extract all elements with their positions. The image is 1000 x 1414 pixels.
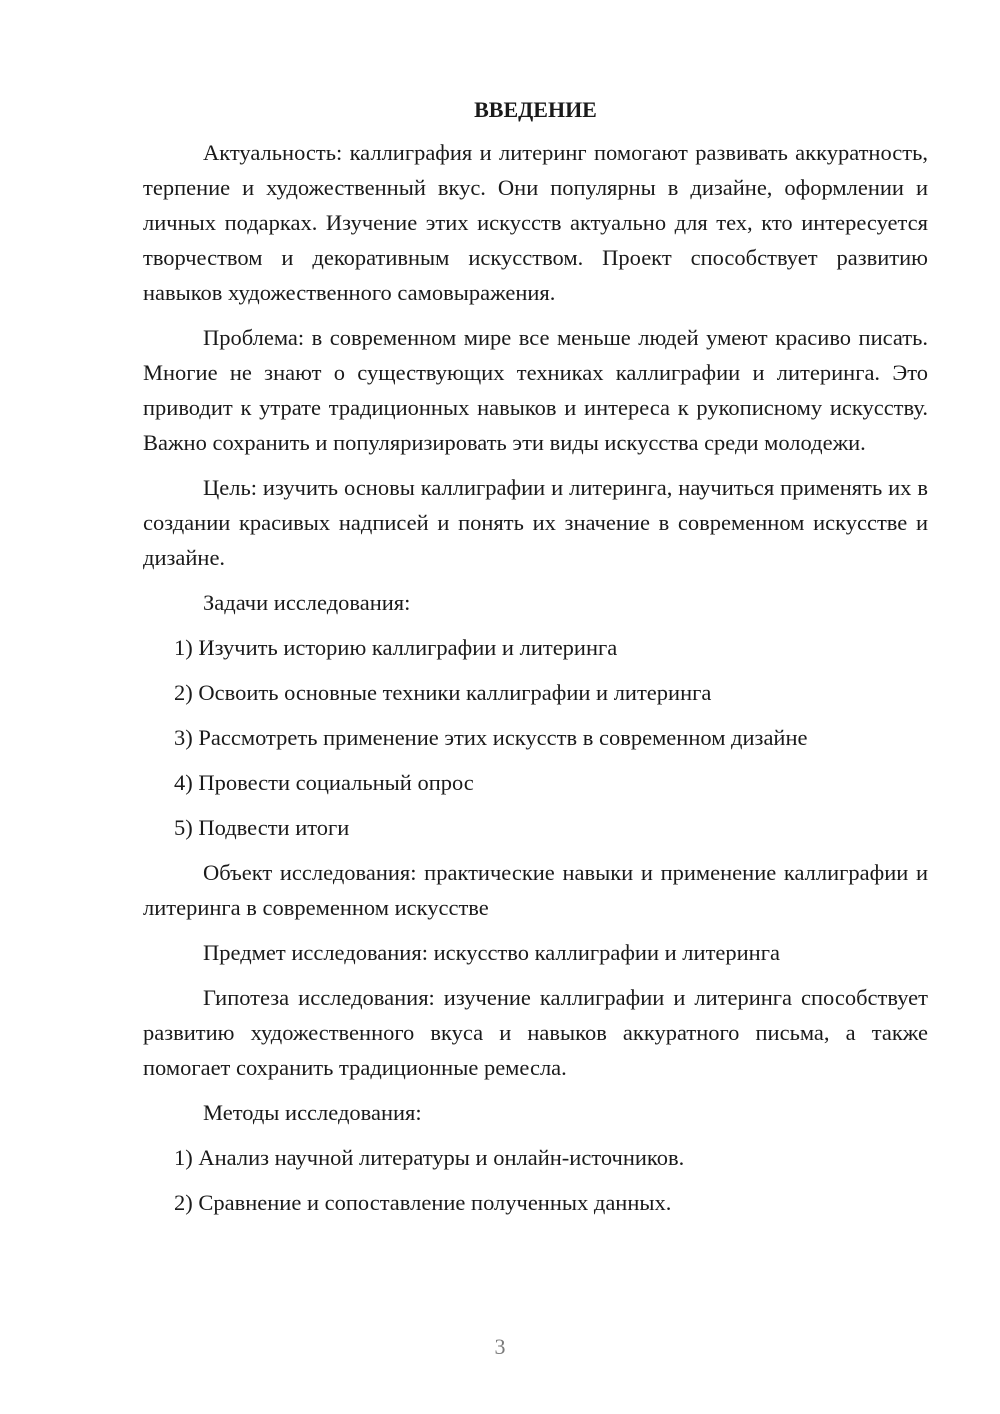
- problem-paragraph: Проблема: в современном мире все меньше людей умеют красиво писать. Многие не знают о существующих техниках каллиграфии и литеринга. Это приводит к утрате традиционных навыков и интереса к рукописному искусству. Важно сохранить и популяризировать эти виды искусства среди молодежи.: [143, 325, 928, 455]
- goal-paragraph: Цель: изучить основы каллиграфии и литеринга, научиться применять их в создании красивых надписей и понять их значение в современном искусстве и дизайне.: [143, 475, 928, 570]
- tasks-heading: Задачи исследования:: [203, 590, 411, 615]
- document-page: [143, 92, 928, 1230]
- task-item: 2) Освоить основные техники каллиграфии и литеринга: [174, 680, 712, 705]
- task-item: 1) Изучить историю каллиграфии и литеринга: [174, 635, 618, 660]
- method-item: 2) Сравнение и сопоставление полученных данных.: [174, 1190, 672, 1215]
- task-item: 3) Рассмотреть применение этих искусств в современном дизайне: [174, 725, 808, 750]
- relevance-paragraph: Актуальность: каллиграфия и литеринг помогают развивать аккуратность, терпение и художественный вкус. Они популярны в дизайне, оформлении и личных подарках. Изучение этих искусств актуально для тех, кто интересуется творчеством и декоративным искусством. Проект способствует развитию навыков художественного самовыражения.: [143, 140, 928, 305]
- object-paragraph: Объект исследования: практические навыки и применение каллиграфии и литеринга в современном искусстве: [143, 860, 928, 920]
- subject-paragraph: Предмет исследования: искусство каллиграфии и литеринга: [203, 940, 780, 965]
- method-item: 1) Анализ научной литературы и онлайн-источников.: [174, 1145, 685, 1170]
- page-number: 3: [494, 1334, 506, 1359]
- hypothesis-paragraph: Гипотеза исследования: изучение каллиграфии и литеринга способствует развитию художественного вкуса и навыков аккуратного письма, а также помогает сохранить традиционные ремесла.: [143, 985, 928, 1080]
- tasks-list: [143, 630, 928, 845]
- methods-heading: Методы исследования:: [203, 1100, 422, 1125]
- task-item: 5) Подвести итоги: [174, 815, 350, 840]
- task-item: 4) Провести социальный опрос: [174, 770, 474, 795]
- page-title: ВВЕДЕНИЕ: [474, 97, 597, 122]
- methods-list: [143, 1140, 928, 1220]
